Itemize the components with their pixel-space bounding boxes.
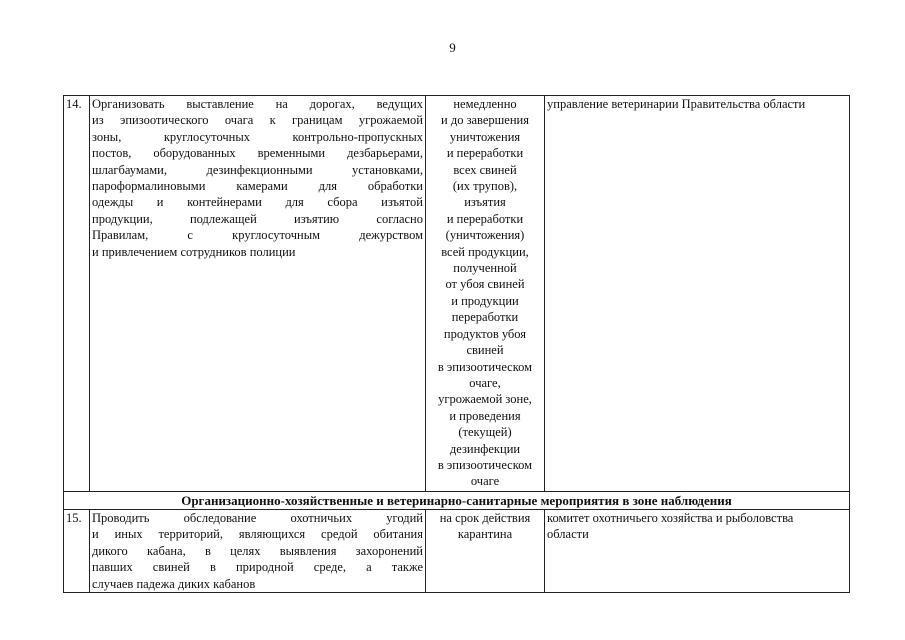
- term-line: очаге: [470, 474, 500, 489]
- term-line: дезинфекции: [449, 441, 521, 456]
- term-line: немедленно: [453, 97, 517, 111]
- action-line: Проводить обследование охотничьих угодий: [92, 511, 423, 525]
- action-line: случаев падежа диких кабанов: [92, 576, 256, 591]
- term-line: изъятия: [464, 195, 506, 210]
- term-line: очаге,: [469, 375, 501, 390]
- term-line: переработки: [451, 310, 519, 325]
- section-title: Организационно-хозяйственные и ветеринарно-санитарные мероприятия в зоне наблюдения: [64, 492, 850, 510]
- action-line: Правилам, с круглосуточным дежурством: [92, 228, 423, 243]
- table-row: [64, 96, 850, 492]
- term-line: продуктов убоя: [443, 326, 527, 341]
- term-line: карантина: [457, 527, 513, 542]
- term-line: на срок действия: [439, 511, 531, 525]
- term-line: угрожаемой зоне,: [438, 392, 532, 407]
- term-line: и проведения: [449, 408, 521, 423]
- term-line: (уничтожения): [445, 228, 525, 243]
- action-cell: [90, 510, 426, 593]
- responsible-line: области: [547, 527, 589, 542]
- section-row: [64, 492, 850, 510]
- action-line: одежды и контейнерами для сбора изъятой: [92, 195, 423, 210]
- term-line: всех свиней: [453, 162, 517, 177]
- term-line: полученной: [453, 261, 517, 276]
- term-cell: [426, 96, 545, 492]
- action-line: постов, оборудованных временными дезбарьерами,: [92, 146, 423, 161]
- action-line: из эпизоотического очага к границам угрожаемой: [92, 113, 423, 128]
- page-number: 9: [449, 40, 456, 55]
- action-line: павших свиней в природной среде, а также: [92, 560, 423, 575]
- action-line: Организовать выставление на дорогах, ведущих: [92, 97, 423, 111]
- term-line: свиней: [466, 343, 504, 358]
- term-cell: [426, 510, 545, 593]
- term-line: и переработки: [446, 146, 524, 161]
- action-line: продукции, подлежащей изъятию согласно: [92, 211, 423, 226]
- term-line: в эпизоотическом: [437, 359, 533, 374]
- term-line: и до завершения: [441, 113, 529, 128]
- measures-table: [63, 95, 850, 593]
- term-line: (текущей): [458, 425, 512, 440]
- term-line: и переработки: [446, 211, 524, 226]
- term-line: от убоя свиней: [445, 277, 525, 292]
- responsible-cell: [545, 510, 850, 593]
- row-number: 15.: [64, 510, 90, 593]
- responsible-line: управление ветеринарии Правительства области: [547, 97, 806, 111]
- action-line: и привлечением сотрудников полиции: [92, 244, 296, 259]
- term-line: всей продукции,: [441, 244, 529, 259]
- term-line: и продукции: [451, 293, 519, 308]
- action-line: шлагбаумами, дезинфекционными установками,: [92, 162, 423, 177]
- term-line: (их трупов),: [452, 179, 518, 194]
- responsible-line: комитет охотничьего хозяйства и рыболовства: [547, 511, 794, 525]
- action-line: и иных территорий, являющихся средой обитания: [92, 527, 423, 542]
- action-line: зоны, круглосуточных контрольно-пропускных: [92, 129, 423, 144]
- action-line: дикого кабана, в целях выявления захоронений: [92, 543, 423, 558]
- term-line: в эпизоотическом: [437, 457, 533, 472]
- row-number: 14.: [64, 96, 90, 492]
- responsible-cell: [545, 96, 850, 492]
- action-cell: [90, 96, 426, 492]
- table-row: [64, 510, 850, 593]
- action-line: пароформалиновыми камерами для обработки: [92, 179, 423, 194]
- term-line: уничтожения: [449, 129, 521, 144]
